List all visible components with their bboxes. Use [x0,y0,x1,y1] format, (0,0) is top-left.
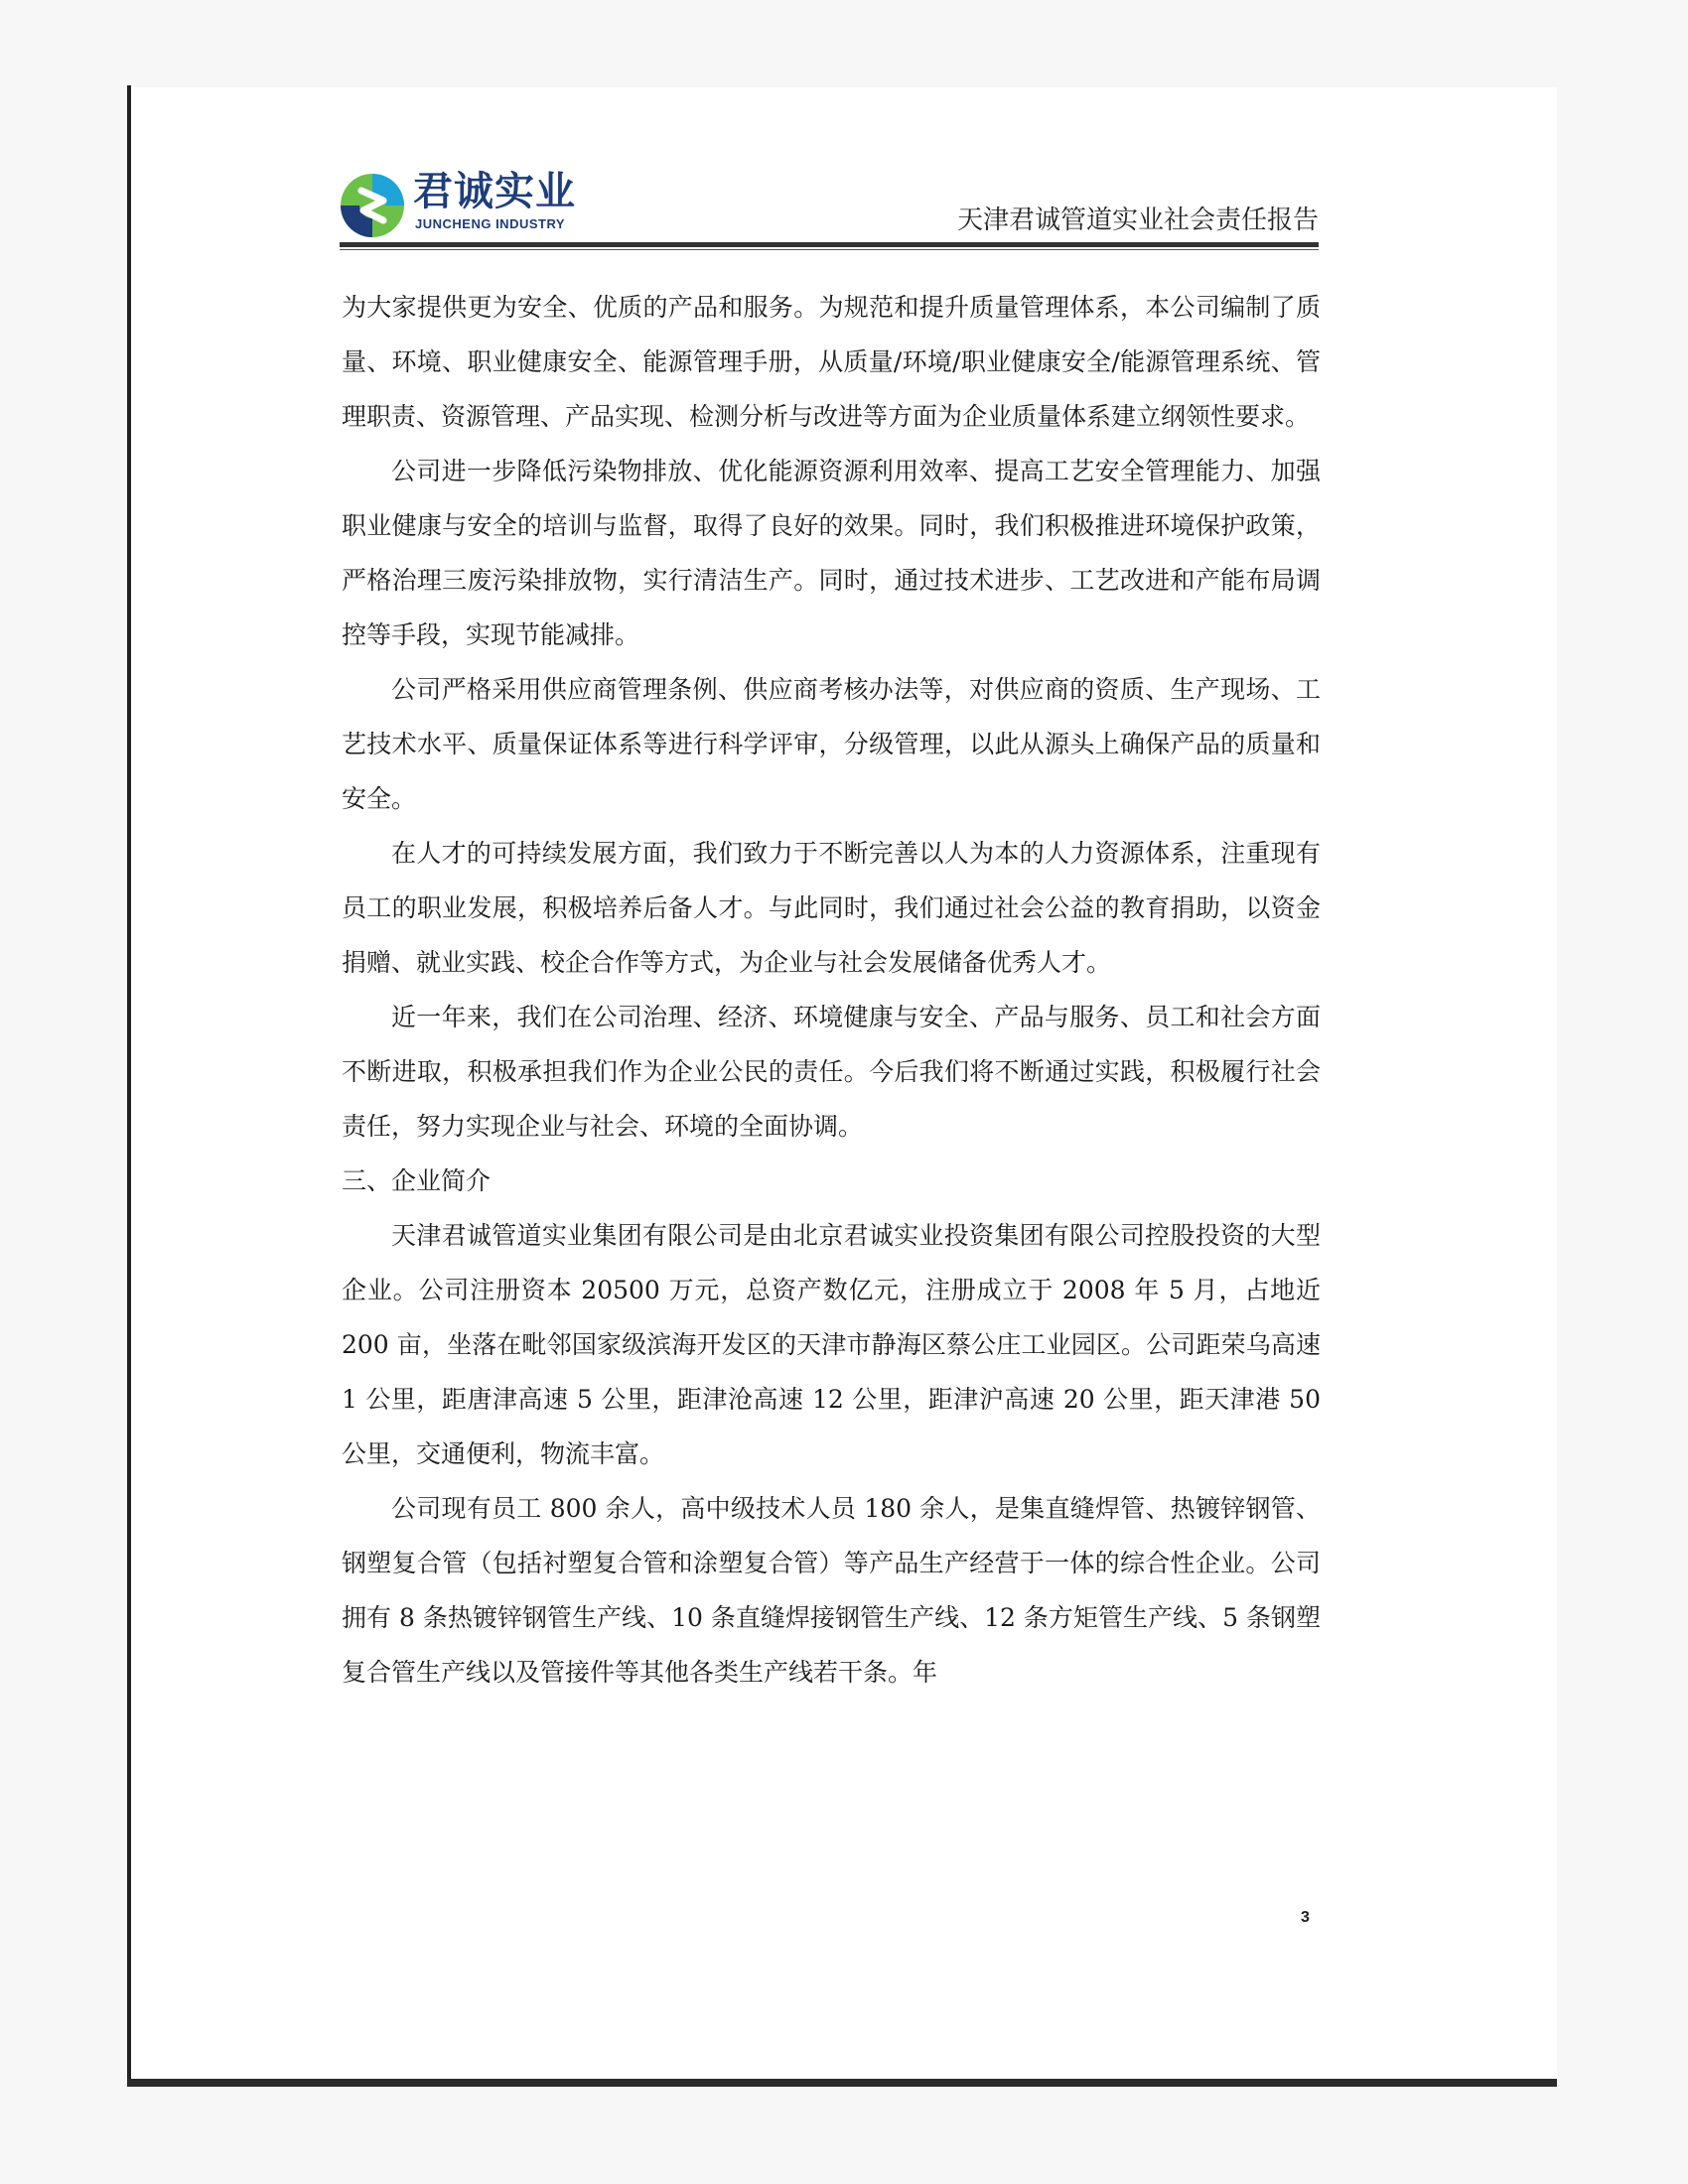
scan-bottom-edge [127,2079,1557,2087]
logo-chinese-name: 君诚实业 [413,169,576,214]
paragraph: 为大家提供更为安全、优质的产品和服务。为规范和提升质量管理体系，本公司编制了质量、环境、职业健康安全、能源管理手册，从质量/环境/职业健康安全/能源管理系统、管理职责、资源管理、产品实现、检测分析与改进等方面为企业质量体系建立纲领性要求。 [342,293,1321,431]
company-logo [338,169,576,248]
header-divider [340,242,1319,247]
logo-english-name: JUNCHENG INDUSTRY [415,216,566,231]
page-number: 3 [1301,1909,1310,1926]
paragraph: 公司进一步降低污染物排放、优化能源资源利用效率、提高工艺安全管理能力、加强职业健康与安全的培训与监督，取得了良好的效果。同时，我们积极推进环境保护政策，严格治理三废污染排放物，实行清洁生产。同时，通过技术进步、工艺改进和产能布局调控等手段，实现节能减排。 [342,457,1321,649]
report-title: 天津君诚管道实业社会责任报告 [956,205,1319,235]
paragraph: 公司现有员工 800 余人，高中级技术人员 180 余人，是集直缝焊管、热镀锌钢管、钢塑复合管（包括衬塑复合管和涂塑复合管）等产品生产经营于一体的综合性企业。公司拥有 8 条热镀锌钢管生产线、10 条直缝焊接钢管生产线、12 条方矩管生产线、5 条钢塑复合管生产线以及管接件等其他各类生产线若干条。年 [342,1494,1321,1687]
company-logo-mark [338,171,407,240]
document-body [342,280,1321,1700]
paragraph: 近一年来，我们在公司治理、经济、环境健康与安全、产品与服务、员工和社会方面不断进取，积极承担我们作为企业公民的责任。今后我们将不断通过实践，积极履行社会责任，努力实现企业与社会、环境的全面协调。 [342,1003,1321,1141]
paragraph: 在人才的可持续发展方面，我们致力于不断完善以人为本的人力资源体系，注重现有员工的职业发展，积极培养后备人才。与此同时，我们通过社会公益的教育捐助，以资金捐赠、就业实践、校企合作等方式，为企业与社会发展储备优秀人才。 [342,839,1321,977]
header-divider-thin [340,249,1319,250]
paragraph: 天津君诚管道实业集团有限公司是由北京君诚实业投资集团有限公司控股投资的大型企业。公司注册资本 20500 万元，总资产数亿元，注册成立于 2008 年 5 月，占地近 200 亩，坐落在毗邻国家级滨海开发区的天津市静海区蔡公庄工业园区。公司距荣乌高速 1 公里，距唐津高速 5 公里，距津沧高速 12 公里，距津沪高速 20 公里，距天津港 50 公里，交通便利，物流丰富。 [342,1221,1321,1468]
section-heading: 三、企业简介 [342,1166,492,1195]
paragraph: 公司严格采用供应商管理条例、供应商考核办法等，对供应商的资质、生产现场、工艺技术水平、质量保证体系等进行科学评审，分级管理，以此从源头上确保产品的质量和安全。 [342,675,1321,813]
